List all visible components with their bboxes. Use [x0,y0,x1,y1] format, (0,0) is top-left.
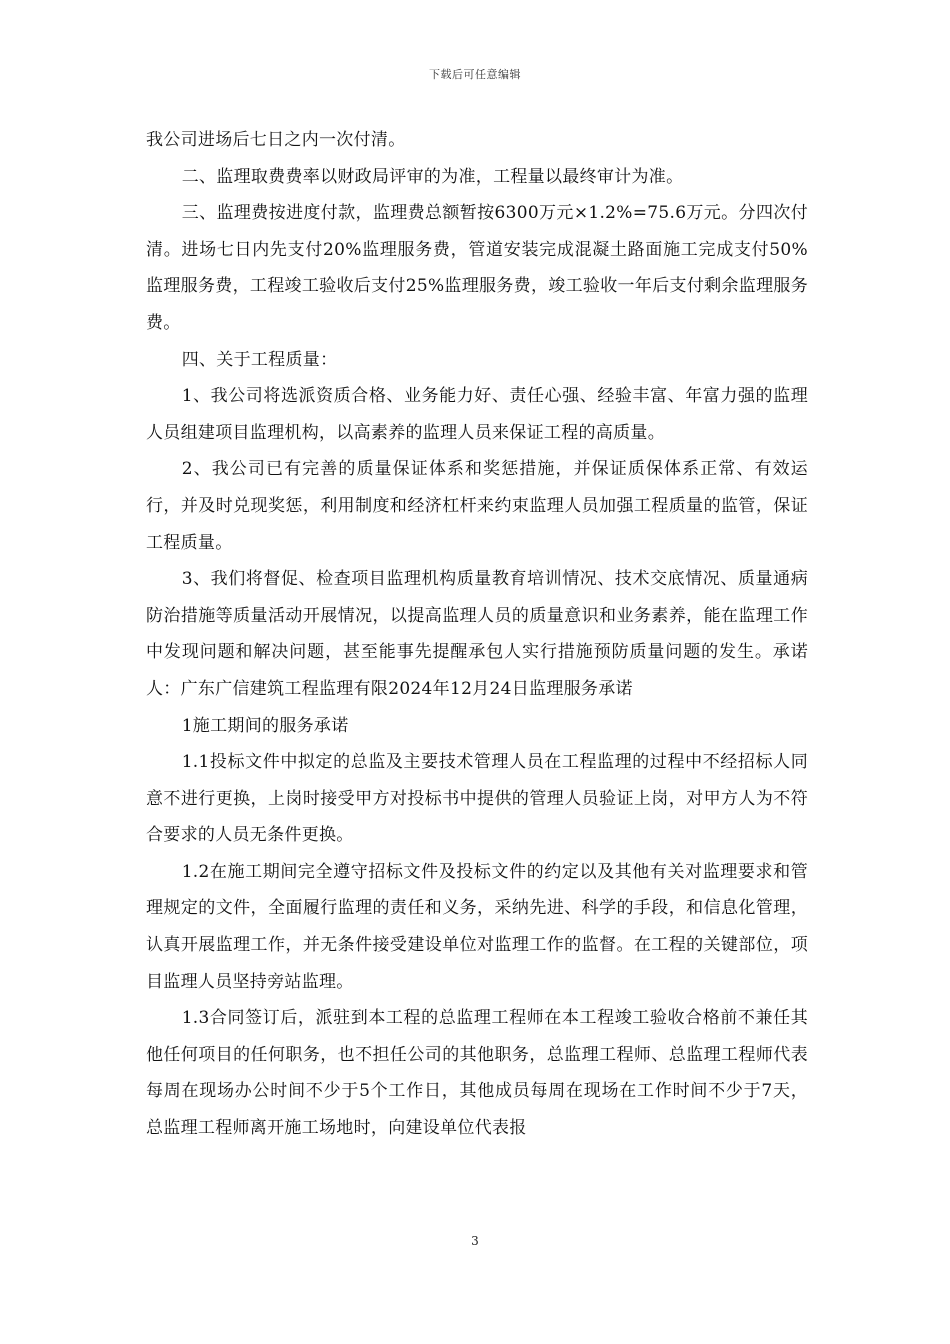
paragraph-service-1-2: 1.2在施工期间完全遵守招标文件及投标文件的约定以及其他有关对监理要求和管理规定的文件，全面履行监理的责任和义务，采纳先进、科学的手段，和信息化管理，认真开展监理工作，并无条件接受建设单位对监理工作的监督。在工程的关键部位，项目监理人员坚持旁站监理。 [146,861,808,992]
paragraph-service-heading: 1施工期间的服务承诺 [181,715,349,736]
document-body [146,122,808,1147]
paragraph-service-1-3: 1.3合同签订后，派驻到本工程的总监理工程师在本工程竣工验收合格前不兼任其他任何项目的任何职务，也不担任公司的其他职务，总监理工程师、总监理工程师代表每周在现场办公时间不少于5个工作日，其他成员每周在现场在工作时间不少于7天，总监理工程师离开施工场地时，向建设单位代表报 [146,1008,808,1139]
paragraph-payment-continuation: 我公司进场后七日之内一次付清。 [146,130,406,150]
page-number: 3 [471,1234,479,1248]
paragraph-fee-rate: 二、监理取费费率以财政局评审的为准，工程量以最终审计为准。 [181,166,684,187]
page-header: 下载后可任意编辑 [429,68,521,81]
paragraph-fee-schedule: 三、监理费按进度付款，监理费总额暂按6300万元×1.2%=75.6万元。分四次付清。进场七日内先支付20%监理服务费，管道安装完成混凝土路面施工完成支付50%监理服务费，工程竣工验收后支付25%监理服务费，竣工验收一年后支付剩余监理服务费。 [146,203,808,333]
paragraph-quality-item-1: 1、我公司将选派资质合格、业务能力好、责任心强、经验丰富、年富力强的监理人员组建项目监理机构，以高素养的监理人员来保证工程的高质量。 [146,386,808,443]
paragraph-service-1-1: 1.1投标文件中拟定的总监及主要技术管理人员在工程监理的过程中不经招标人同意不进行更换，上岗时接受甲方对投标书中提供的管理人员验证上岗，对甲方人为不符合要求的人员无条件更换。 [146,752,808,846]
paragraph-quality-item-3: 3、我们将督促、检查项目监理机构质量教育培训情况、技术交底情况、质量通病防治措施等质量活动开展情况，以提高监理人员的质量意识和业务素养，能在监理工作中发现问题和解决问题，甚至能事先提醒承包人实行措施预防质量问题的发生。承诺人：广东广信建筑工程监理有限2024年12月24日监理服务承诺 [146,569,808,699]
paragraph-quality-item-2: 2、我公司已有完善的质量保证体系和奖惩措施，并保证质保体系正常、有效运行，并及时兑现奖惩，利用制度和经济杠杆来约束监理人员加强工程质量的监管，保证工程质量。 [146,459,808,553]
paragraph-quality-heading: 四、关于工程质量： [181,349,338,370]
